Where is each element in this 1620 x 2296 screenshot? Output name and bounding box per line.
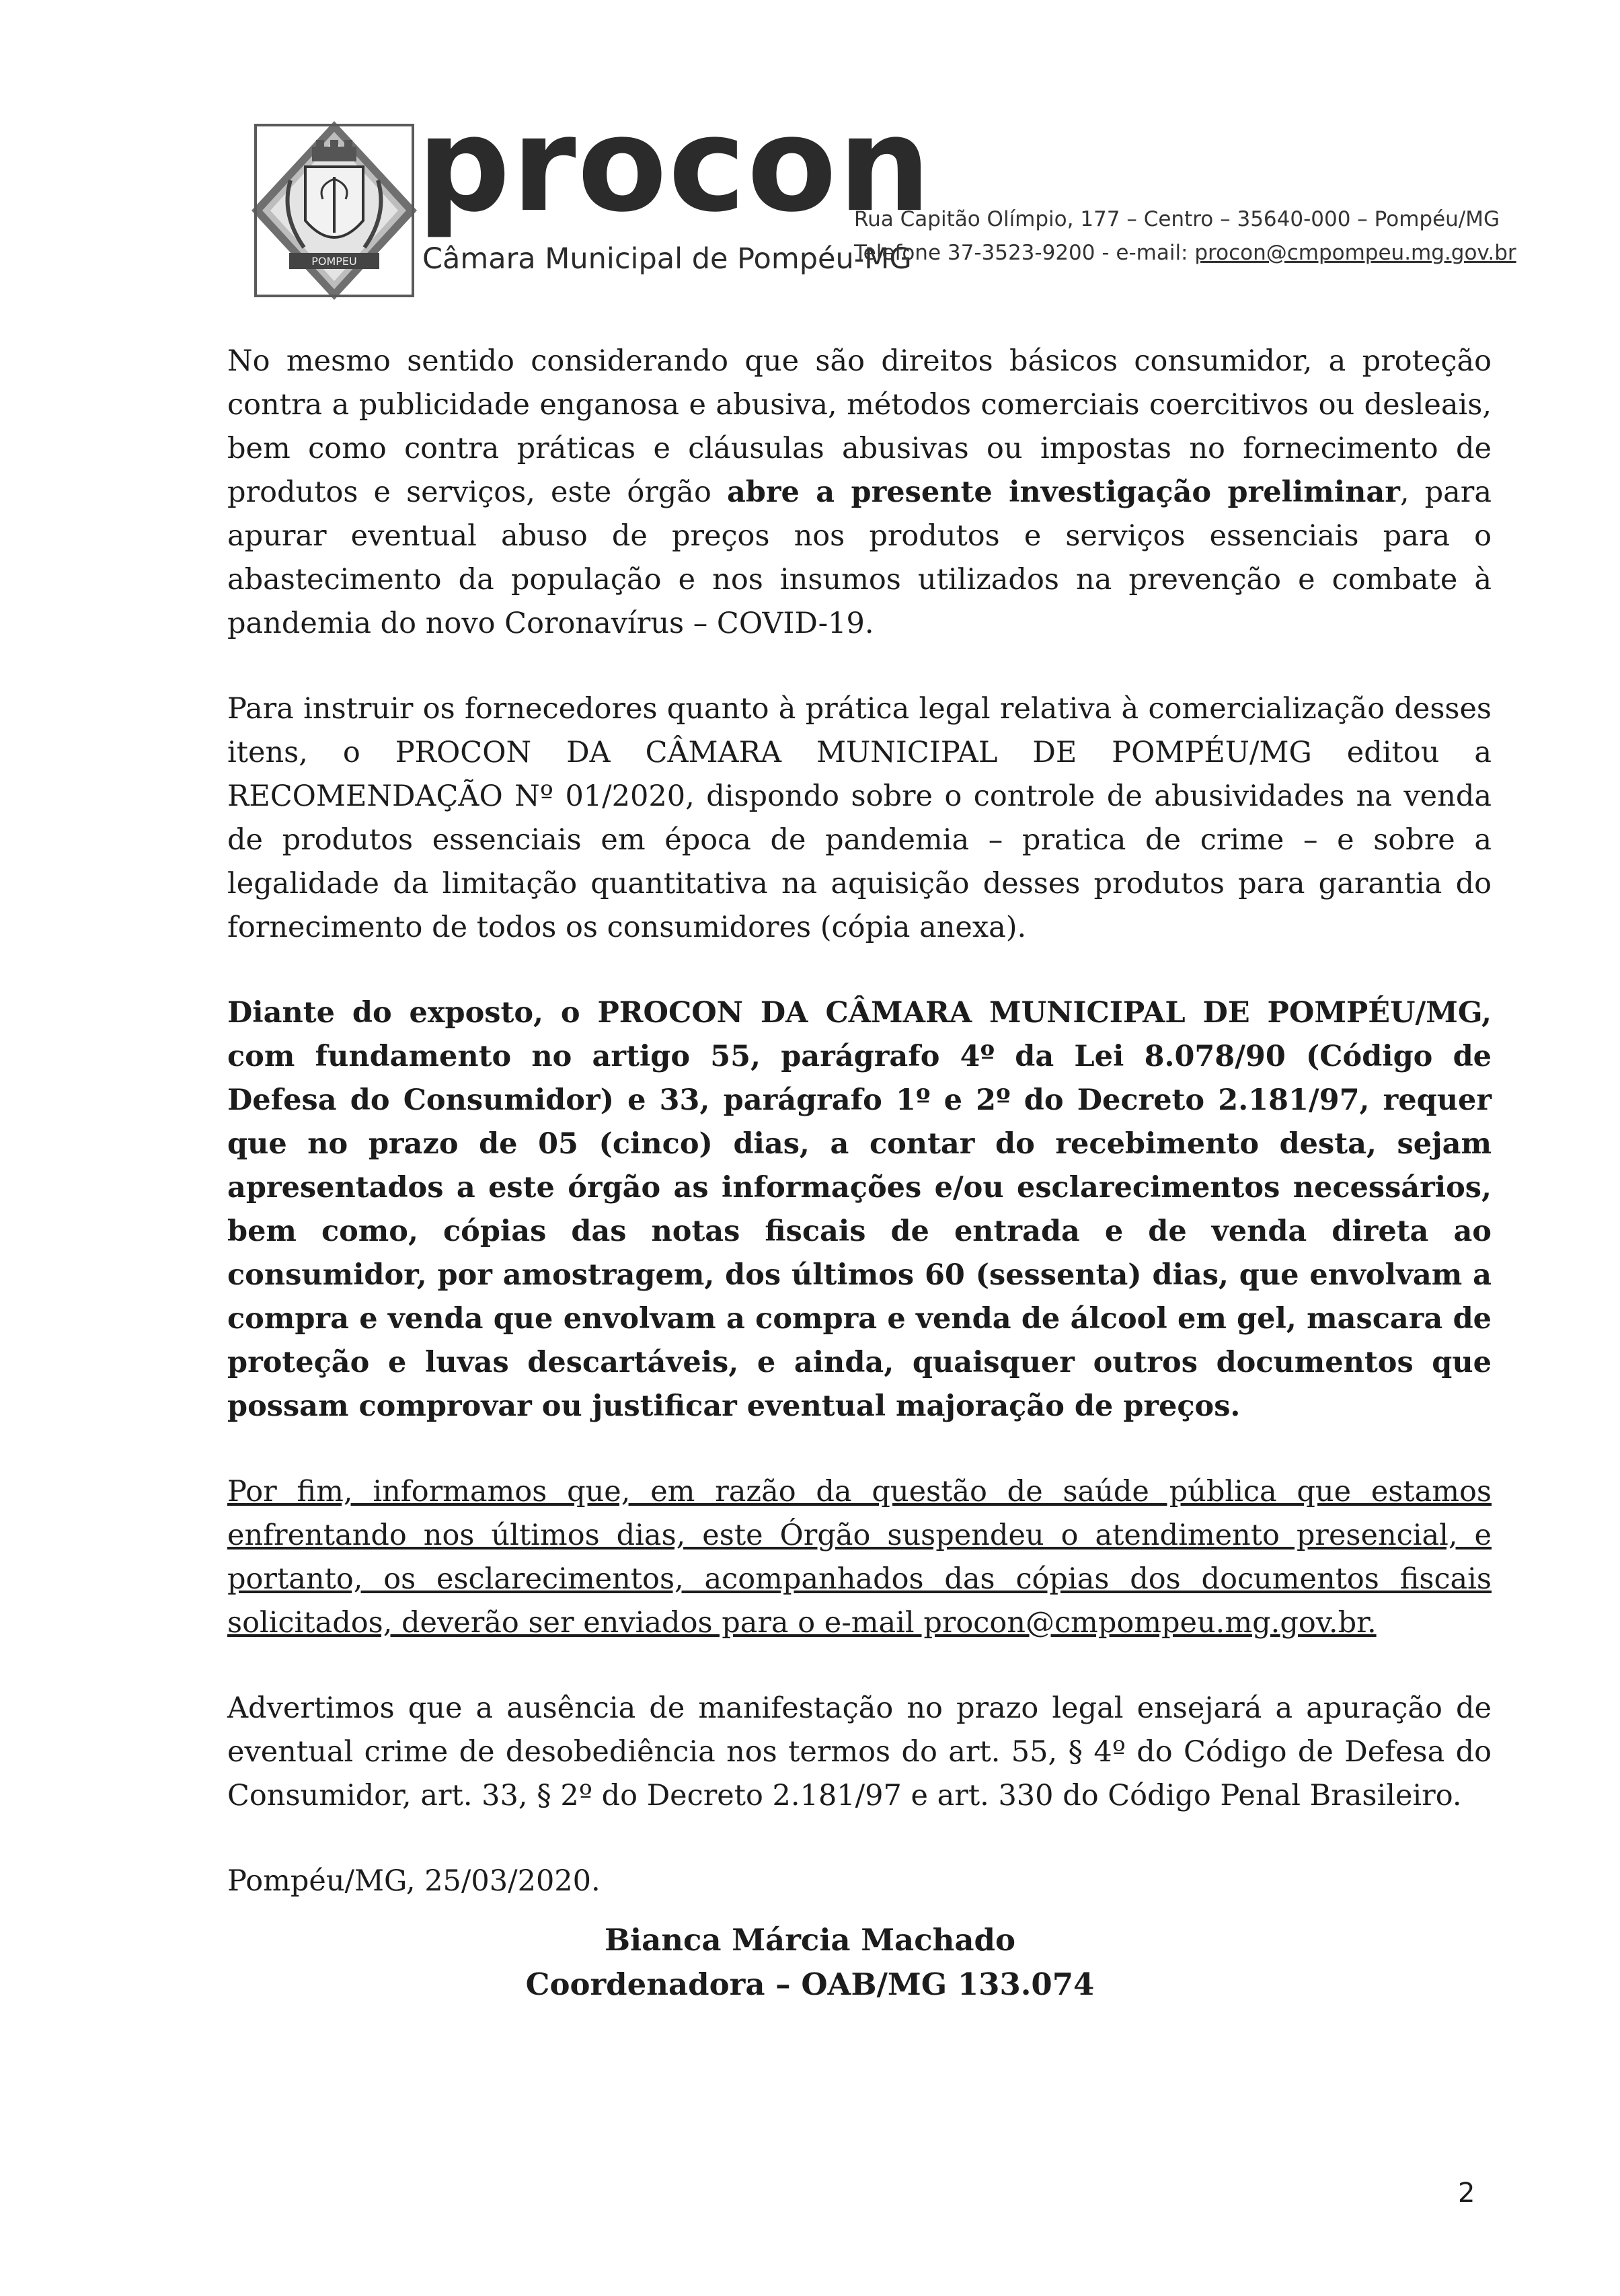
letter-body	[227, 340, 1492, 1945]
letterhead	[250, 89, 1528, 303]
paragraph-request: Diante do exposto, o PROCON DA CÂMARA MUNICIPAL DE POMPÉU/MG, com fundamento no artigo 55, parágrafo 4º da Lei 8.078/90 (Código de Defesa do Consumidor) e 33, parágrafo 1º e 2º do Decreto 2.181/97, requer que no prazo de 05 (cinco) dias, a contar do recebimento desta, sejam apresentados a este órgão as informações e/ou esclarecimentos necessários, bem como, cópias das notas fiscais de entrada e de venda direta ao consumidor, por amostragem, dos últimos 60 (sessenta) dias, que envolvam a compra e venda que envolvam a compra e venda de álcool em gel, mascara de proteção e luvas descartáveis, e ainda, quaisquer outros documentos que possam comprovar ou justificar eventual majoração de preços.	[227, 996, 1492, 1423]
phone-label: Telefone 37-3523-9200 - e-mail:	[854, 241, 1195, 265]
paragraph-warning: Advertimos que a ausência de manifestação no prazo legal ensejará a apuração de eventual crime de desobediência nos termos do art. 55, § 4º do Código de Defesa do Consumidor, art. 33, § 2º do Decreto 2.181/97 e art. 330 do Código Penal Brasileiro.	[227, 1691, 1492, 1812]
date-line: Pompéu/MG, 25/03/2020.	[227, 1864, 601, 1898]
signatory-name: Bianca Márcia Machado	[605, 1922, 1015, 1958]
brand-subtitle: Câmara Municipal de Pompéu-MG	[422, 242, 912, 276]
page-number: 2	[1458, 2178, 1475, 2209]
paragraph-investigation	[227, 340, 1492, 646]
paragraph-investigation-text-a: No mesmo sentido considerando que são direitos básicos consumidor, a proteção contra a publicidade enganosa e abusiva, métodos comerciais coercitivos ou desleais, bem como contra práticas e cláusulas abusivas ou impostas no fornecimento de produtos e serviços, este órgão	[227, 344, 1492, 509]
paragraph-email-instructions: Por fim, informamos que, em razão da questão de saúde pública que estamos enfrentando nos últimos dias, este Órgão suspendeu o atendimento presencial, e portanto, os esclarecimentos, acompanhados das cópias dos documentos fiscais solicitados, deverão ser enviados para o e-mail procon@cmpompeu.mg.gov.br.	[227, 1475, 1492, 1640]
address-line: Rua Capitão Olímpio, 177 – Centro – 35640-000 – Pompéu/MG	[854, 207, 1500, 231]
paragraph-investigation-text-b: , para apurar eventual abuso de preços nos produtos e serviços essenciais para o abastecimento da população e nos insumos utilizados na prevenção e combate à pandemia do novo Coronavírus – COVID-19.	[227, 475, 1492, 640]
municipal-coat-of-arms-logo	[250, 120, 418, 301]
paragraph-recommendation: Para instruir os fornecedores quanto à prática legal relativa à comercialização desses itens, o PROCON DA CÂMARA MUNICIPAL DE POMPÉU/MG editou a RECOMENDAÇÃO Nº 01/2020, dispondo sobre o controle de abusividades na venda de produtos essenciais em época de pandemia – pratica de crime – e sobre a legalidade da limitação quantitativa na aquisição desses produtos para garantia do fornecimento de todos os consumidores (cópia anexa).	[227, 692, 1492, 944]
seal-ribbon-text: POMPEU	[311, 255, 357, 268]
procon-wordmark: procon	[417, 89, 933, 241]
paragraph-investigation-bold: abre a presente investigação preliminar	[726, 475, 1400, 509]
email-link[interactable]: procon@cmpompeu.mg.gov.br	[1194, 241, 1516, 265]
phone-email-line	[854, 236, 1516, 270]
signatory-role: Coordenadora – OAB/MG 133.074	[525, 1966, 1095, 2002]
contact-block	[854, 202, 1516, 270]
signature-block	[0, 1918, 1620, 2007]
